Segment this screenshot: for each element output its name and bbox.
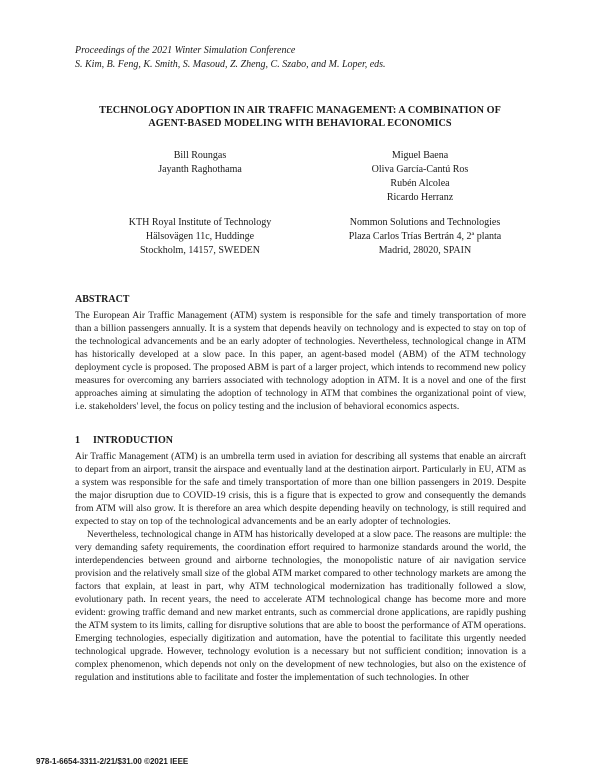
author-name: Oliva García-Cantú Ros [371, 164, 469, 175]
conference-header [75, 44, 386, 72]
affiliation-right [315, 216, 535, 258]
affiliation-line: Hälsovägen 11c, Huddinge [145, 231, 255, 242]
abstract-text: The European Air Traffic Management (ATM) system is responsible for the safe and timely transportation of more than a billion passengers annually. It is a system that depends heavily on technology and is expected to stay on top of the technological advancements and be an early adopter of technologies. Nevertheless, technological change in ATM has historically developed at a slow pace. In this paper, an agent-based model (ABM) of the ATM technology deployment cycle is proposed. The proposed ABM is part of a larger project, which intends to recommend new policy measures for overcoming any barriers associated with technology adoption in ATM. It is a novel and one of the first approaches aiming at simulating the adoption of technology in ATM that combines the organizational point of view, i.e. stakeholders' level, the focus on policy testing and the inclusion of behavioral economics aspects. [75, 311, 526, 412]
proceedings-line: Proceedings of the 2021 Winter Simulation Conference [75, 45, 296, 56]
affiliation-left [90, 216, 310, 258]
author-name: Jayanth Raghothama [158, 164, 242, 175]
introduction-heading [75, 435, 173, 446]
abstract-heading: ABSTRACT [75, 294, 130, 305]
author-name: Miguel Baena [391, 150, 449, 161]
affiliation-line: KTH Royal Institute of Technology [128, 217, 272, 228]
introduction-body [75, 451, 526, 685]
affiliation-line: Stockholm, 14157, SWEDEN [140, 245, 260, 256]
affiliation-line: Nommon Solutions and Technologies [349, 217, 501, 228]
author-name: Rubén Alcolea [390, 178, 450, 189]
section-number: 1 [75, 435, 80, 446]
author-name: Ricardo Herranz [386, 192, 454, 203]
affiliation-line: Madrid, 28020, SPAIN [378, 245, 472, 256]
title-line-2: AGENT-BASED MODELING WITH BEHAVIORAL ECONOMICS [148, 118, 452, 129]
editors-line: S. Kim, B. Feng, K. Smith, S. Masoud, Z. Zheng, C. Szabo, and M. Loper, eds. [75, 59, 386, 70]
copyright-footer: 978-1-6654-3311-2/21/$31.00 ©2021 IEEE [36, 757, 189, 766]
paragraph: Air Traffic Management (ATM) is an umbrella term used in aviation for describing all systems that enable an aircraft to depart from an airport, transit the airspace and eventually land at the destination airport. Particularly in EU, ATM as a system was responsible for the safe and timely transportation of more than one billion passengers in 2019. Despite the major disruption due to COVID-19 crisis, this is a figure that is expected to grow and consequently the demands from ATM will also grow. It is therefore an area which despite depending heavily on technology, is still required and expected to stay on top of the technological advancements and be an early adopter of technologies. [75, 452, 526, 527]
authors-left [90, 149, 310, 177]
author-name: Bill Roungas [173, 150, 227, 161]
affiliation-line: Plaza Carlos Trías Bertrán 4, 2ª planta [348, 231, 502, 242]
section-title: INTRODUCTION [93, 435, 174, 446]
title-line-1: TECHNOLOGY ADOPTION IN AIR TRAFFIC MANAGEMENT: A COMBINATION OF [99, 105, 501, 116]
paragraph: Nevertheless, technological change in ATM has historically developed at a slow pace. The reasons are multiple: the very demanding safety requirements, the coordination effort required to harmonize standards around the world, the interdependencies between ground and airborne technologies, the monopolistic nature of air navigation service provision and the relatively small size of the global ATM market compared to other technology markets are among the factors that explain, at least in part, why ATM technological modernization has traditionally followed a slow, evolutionary path. In recent years, the need to accelerate ATM technological change has become more and more evident: growing traffic demand and new market entrants, such as commercial drone applications, are rapidly pushing the ATM system to its limits, calling for disruptive solutions that are able to boost the performance of ATM operations. Emerging technologies, especially digitization and automation, have the potential to facilitate this urgently needed technological upgrade. However, technology evolution is a necessary but not sufficient condition; innovation is a complex phenomenon, which depends not only on the development of new technologies, but also on the existence of regulation and institutions able to facilitate and foster the implementation of such technologies. In other [75, 530, 526, 683]
authors-right [315, 149, 525, 205]
paper-title [60, 104, 540, 130]
